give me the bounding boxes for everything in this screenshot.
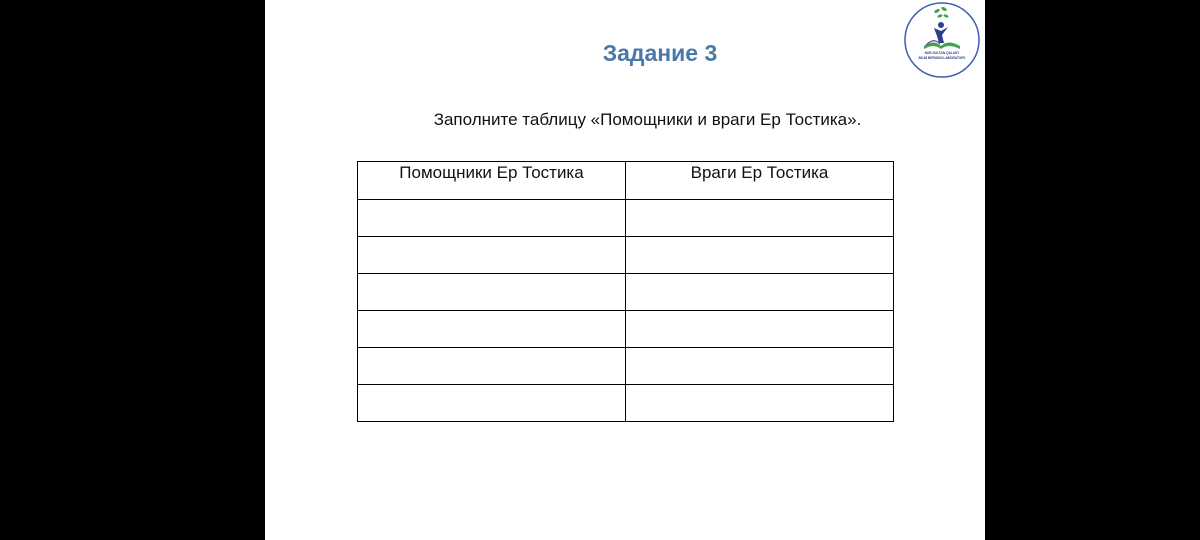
- table-row: [358, 237, 894, 274]
- table-header-row: [358, 162, 894, 200]
- slide: [265, 0, 985, 540]
- helpers-enemies-table: [357, 161, 894, 422]
- enemies-column-header: Враги Ер Тостика: [626, 162, 894, 200]
- table-row: [358, 200, 894, 237]
- helper-cell: [358, 348, 626, 385]
- enemy-cell: [626, 237, 894, 274]
- helper-cell: [358, 385, 626, 422]
- helper-cell: [358, 200, 626, 237]
- svg-text:NUR-SULTAN QALASY: NUR-SULTAN QALASY: [924, 51, 960, 55]
- enemy-cell: [626, 274, 894, 311]
- svg-text:BILIM BERUDIN LABORATORY: BILIM BERUDIN LABORATORY: [918, 56, 966, 60]
- enemy-cell: [626, 385, 894, 422]
- helper-cell: [358, 274, 626, 311]
- slide-title: Задание 3: [602, 40, 718, 66]
- table-row: [358, 348, 894, 385]
- enemy-cell: [626, 200, 894, 237]
- enemy-cell: [626, 348, 894, 385]
- enemy-cell: [626, 311, 894, 348]
- task-instruction: Заполните таблицу «Помощники и враги Ер Тостика».: [433, 110, 862, 129]
- table-row: [358, 311, 894, 348]
- table-row: [358, 385, 894, 422]
- table-row: [358, 274, 894, 311]
- helpers-column-header: Помощники Ер Тостика: [358, 162, 626, 200]
- helper-cell: [358, 237, 626, 274]
- helper-cell: [358, 311, 626, 348]
